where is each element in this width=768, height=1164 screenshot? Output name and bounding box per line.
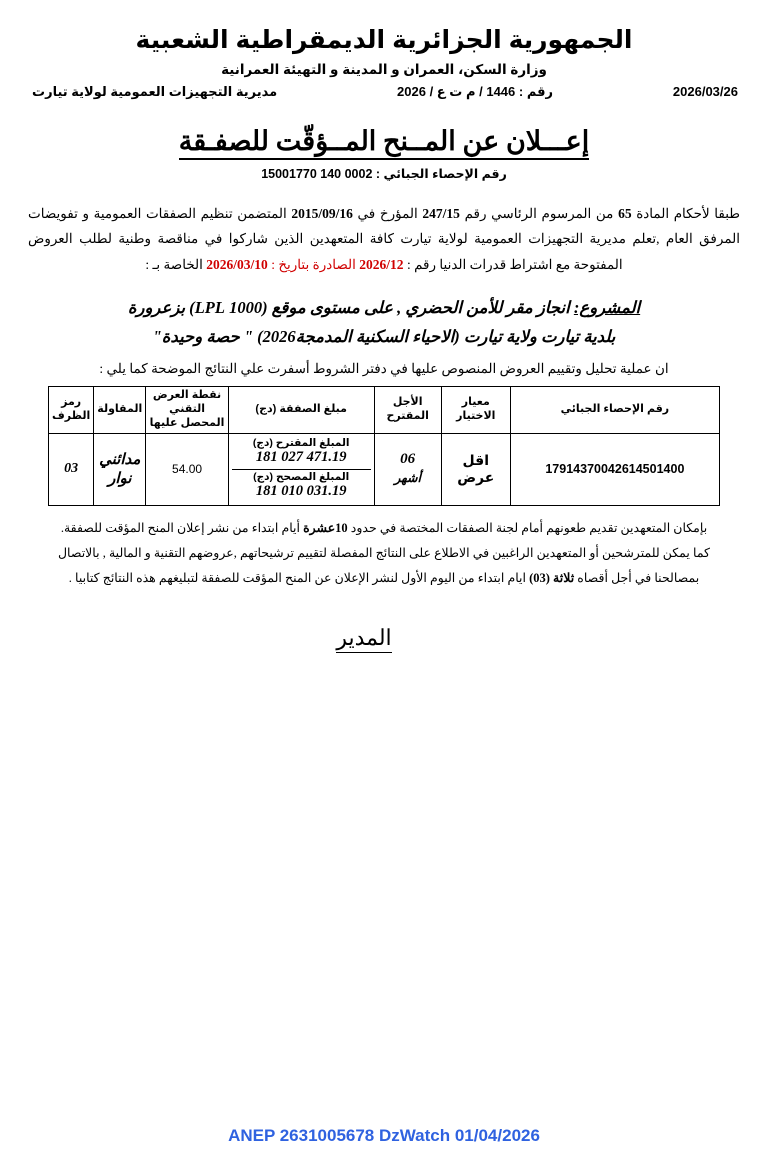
issued-label: الصادرة بتاريخ : <box>271 257 356 273</box>
tax-statistic-number: 15001770 140 0002 <box>261 166 373 181</box>
amount-proposed-label: المبلغ المقترح (دج) <box>252 436 350 449</box>
amount-corrected <box>232 470 371 503</box>
intro-decree-date: 2015/09/16 <box>291 205 353 221</box>
notice-appeal-days-number: 10 <box>335 520 348 535</box>
column-header-contractor: المقاولة <box>94 387 146 433</box>
intro-part-5: الخاصة بـ : <box>145 257 203 273</box>
notice-contact-part-2: ايام ابتداء من اليوم الأول لنشر الإعلان عن المنح المؤقت للصفقة لتبليغهم هذه النتائج كتابيا . <box>68 570 526 585</box>
column-header-envelope-code: رمز الظرف <box>49 387 94 433</box>
issued-date: 2026/03/10 <box>206 257 268 273</box>
cell-criterion: اقل عرض <box>441 433 510 505</box>
amount-corrected-value: 181 010 031.19 <box>255 482 347 499</box>
notices-block <box>22 516 746 591</box>
intro-article-number: 65 <box>618 205 632 221</box>
intro-part-4: المتضمن تنظيم الصفقات العمومية و تفويضات المرفق العام ,تعلم مديرية التجهيزات العمومية لولاية تيارت كافة المتعهدين الذين شاركوا في مناقصة وطنية لطلب العروض المفتوحة مع اشتراط قدرات الدنيا رقم : <box>28 205 740 273</box>
notice-contact-deadline <box>28 566 740 591</box>
intro-paragraph <box>22 201 746 278</box>
column-header-amount: مبلغ الصفقة (دج) <box>228 387 374 433</box>
cell-delay <box>374 433 441 505</box>
header-date: 2026/03/26 <box>672 83 738 99</box>
directorate-reference-line <box>22 84 746 100</box>
results-intro-line: ان عملية تحليل وتقييم العروض المنصوص عليها في دفتر الشروط أسفرت علي النتائج الموضحة كما يلي : <box>99 361 669 377</box>
notice-contact-days: ثلاثة (03) <box>529 570 575 585</box>
cell-amounts <box>228 433 374 505</box>
column-header-technical-score: نقطة العرض التقني المحصل عليها <box>146 387 229 433</box>
project-line-1: انجاز مقر للأمن الحضري , على مستوى موقع (1000 LPL) بزعرورة <box>127 297 570 317</box>
intro-part-1: طبقا لأحكام المادة <box>636 205 741 221</box>
notice-appeal <box>28 516 740 541</box>
notice-appeal-part-1: بإمكان المتعهدين تقديم طعونهم أمام لجنة الصفقات المختصة في حدود <box>350 520 708 535</box>
column-header-tax-id: رقم الإحصاء الجبائي <box>510 387 719 433</box>
document-page <box>0 26 768 1164</box>
notice-appeal-days-word: عشرة <box>303 520 336 535</box>
intro-part-3: المؤرخ في <box>357 205 418 221</box>
page-title-text: إعـــلان عن المــنح المــؤقّت للصفـقة <box>179 126 589 160</box>
tender-number: 2026/12 <box>359 257 404 273</box>
amount-proposed <box>232 436 371 470</box>
reference-number: رقم : 1446 / م ت ع / 2026 <box>397 83 554 99</box>
notice-appeal-part-2: أيام ابتداء من نشر إعلان المنح المؤقت للصفقة. <box>60 520 300 535</box>
cell-envelope-code: 03 <box>49 433 94 505</box>
table-header-row <box>49 387 720 433</box>
page-title <box>22 126 746 157</box>
project-label: المشروع: <box>573 297 641 317</box>
award-results-table <box>48 386 720 505</box>
project-line-2: بلدية تيارت ولاية تيارت (الاحياء السكنية المدمجة2026) " حصة وحيدة" <box>152 326 616 346</box>
ministry-heading: وزارة السكن، العمران و المدينة و التهيئة العمرانية <box>221 61 547 77</box>
notice-detailed-results: كما يمكن للمترشحين أو المتعهدين الراغبين في الاطلاع على النتائج المفصلة لتقييم ترشيحاتهم ,عروضهم التقنية و المالية , بالاتصال <box>57 545 711 560</box>
republic-heading: الجمهورية الجزائرية الديمقراطية الشعبية <box>135 26 633 54</box>
table-row <box>49 433 720 505</box>
cell-contractor: مدائني نوار <box>94 433 146 505</box>
cell-technical-score: 54.00 <box>146 433 229 505</box>
notice-contact-part-1: بمصالحنا في أجل أقصاه <box>577 570 700 585</box>
amount-corrected-label: المبلغ المصحح (دج) <box>253 470 350 483</box>
tax-statistic-line <box>22 166 746 181</box>
cell-delay-unit: أشهر <box>394 470 421 485</box>
amount-proposed-value: 181 027 471.19 <box>255 448 347 465</box>
cell-tax-id: 17914370042614501400 <box>510 433 719 505</box>
signature-title: المدير <box>336 625 391 653</box>
column-header-criterion: معيار الاختيار <box>441 387 510 433</box>
project-block <box>22 294 746 352</box>
intro-decree-number: 247/15 <box>422 205 460 221</box>
intro-part-2: من المرسوم الرئاسي رقم <box>464 205 614 221</box>
directorate-name: مديرية التجهيزات العمومية لولاية تيارت <box>32 83 278 99</box>
cell-delay-number: 06 <box>400 451 416 468</box>
anep-footer: ANEP 2631005678 DzWatch 01/04/2026 <box>228 1126 540 1145</box>
column-header-delay: الأجل المقترح <box>374 387 441 433</box>
tax-statistic-label: رقم الإحصاء الجبائي : <box>375 166 507 181</box>
signature-block <box>22 625 746 651</box>
